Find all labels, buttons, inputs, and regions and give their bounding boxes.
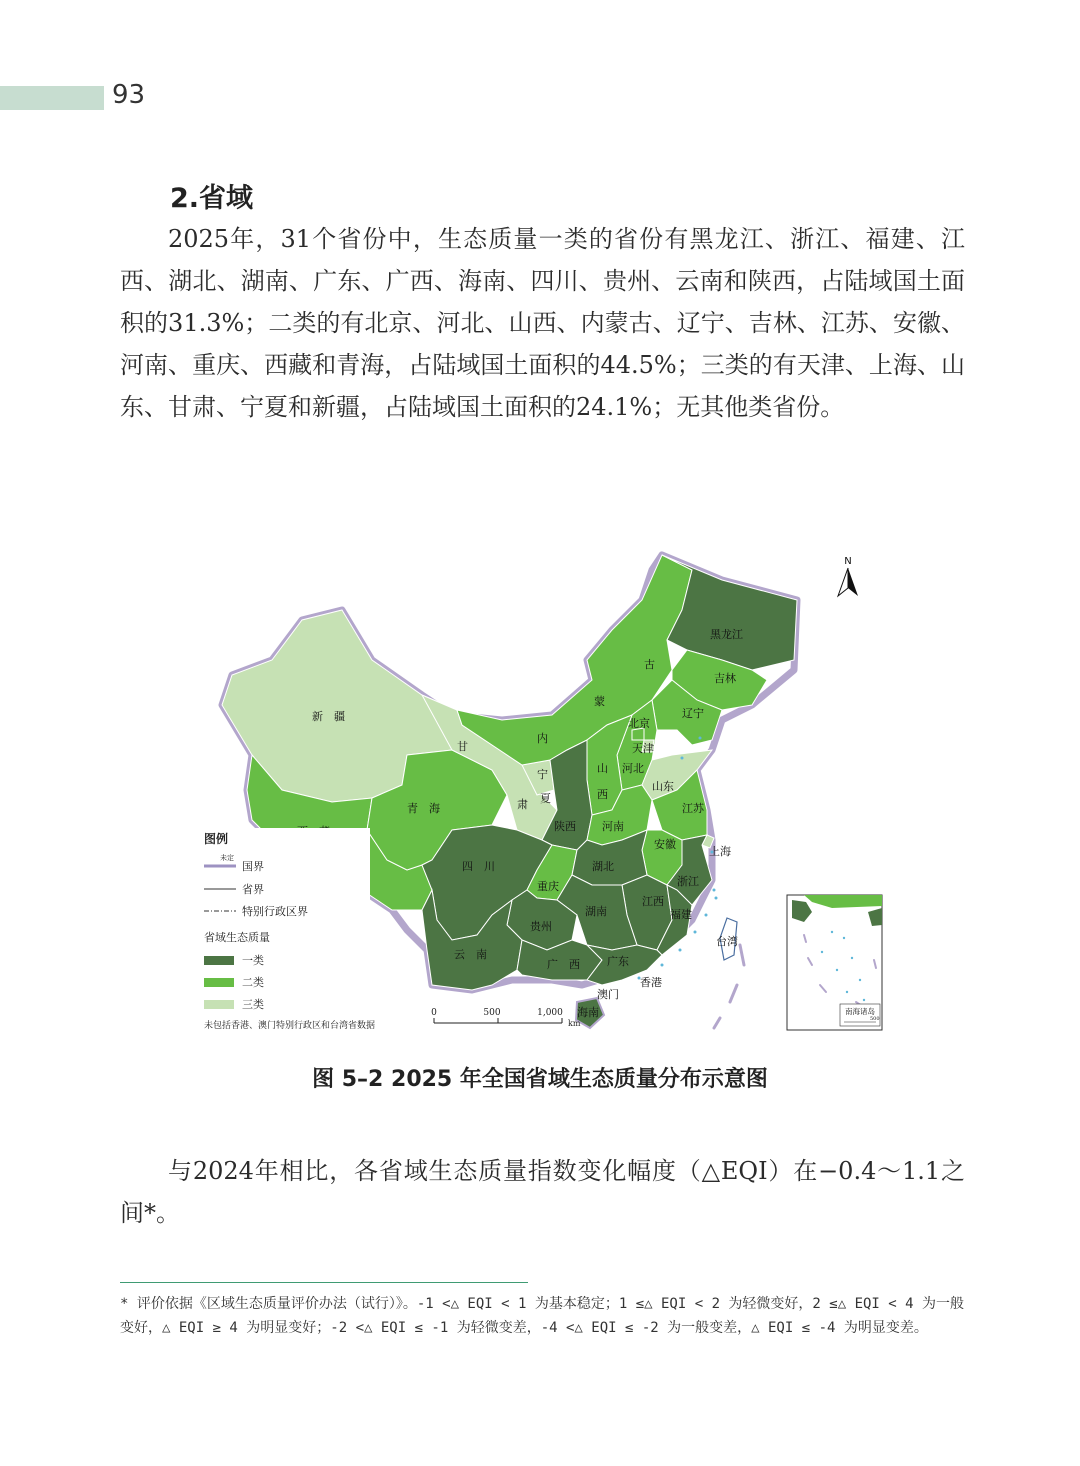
legend-provincial-border: 省界 xyxy=(242,883,264,896)
label-shandong: 山东 xyxy=(652,780,674,793)
section-title: 2.省域 xyxy=(170,183,254,214)
label-liaoning: 辽宁 xyxy=(682,707,704,720)
legend-class1: 一类 xyxy=(242,954,264,967)
label-gansu: 甘 xyxy=(457,740,468,753)
north-arrow-icon xyxy=(838,556,858,596)
scale-unit: km xyxy=(568,1019,581,1028)
legend-class3: 三类 xyxy=(242,998,264,1011)
label-hunan: 湖南 xyxy=(585,905,607,918)
scale-tick-500: 500 xyxy=(483,1008,501,1018)
label-jilin: 吉林 xyxy=(714,672,736,685)
label-zhejiang: 浙江 xyxy=(677,875,699,888)
label-tianjin: 天津 xyxy=(632,742,654,755)
label-heilongjiang: 黑龙江 xyxy=(710,628,743,641)
label-ningxia: 宁 xyxy=(537,768,548,781)
inset-label: 南海诸岛 xyxy=(845,1007,875,1016)
legend-class2-swatch xyxy=(204,978,234,987)
label-sichuan: 四 川 xyxy=(462,860,495,873)
scale-tick-1000: 1,000 xyxy=(537,1008,563,1018)
legend-sar-border: 特别行政区界 xyxy=(242,905,308,918)
legend-class2: 二类 xyxy=(242,976,264,989)
svg-text:N: N xyxy=(844,556,852,567)
footnote-rule xyxy=(120,1282,528,1283)
legend-national-border: 国界 xyxy=(242,860,264,873)
label-guizhou: 贵州 xyxy=(530,920,552,933)
label-shanxi2: 西 xyxy=(597,788,608,801)
label-gansu2: 肃 xyxy=(517,798,528,811)
legend-class1-swatch xyxy=(204,956,234,965)
legend-undetermined-text: 未定 xyxy=(220,854,234,862)
label-guangxi: 广 西 xyxy=(547,958,580,971)
paragraph-change: 与2024年相比，各省域生态质量指数变化幅度（△EQI）在−0.4～1.1之间*。 xyxy=(120,1157,965,1227)
inset-scale: 500 xyxy=(870,1016,880,1022)
south-china-sea-inset xyxy=(787,895,882,1030)
label-neimenggu3: 古 xyxy=(644,658,655,671)
label-hebei: 河北 xyxy=(622,762,644,775)
label-shaanxi: 陕西 xyxy=(554,820,576,833)
footnote: * 评价依据《区域生态质量评价办法（试行）》。-1 <△ EQI < 1 为基本稳定；1 ≤△ EQI < 2 为轻微变好，2 ≤△ EQI < 4 为一般变好，△ EQI ≥ 4 为明显变好；-2 <△ EQI ≤ -1 为轻微变差，-4 <△ EQI ≤ -2 为一般变差，△ EQI ≤ -4 为明显变差。 xyxy=(120,1296,965,1336)
scale-bar xyxy=(431,1008,581,1028)
label-yunnan: 云 南 xyxy=(454,948,487,961)
label-jiangsu: 江苏 xyxy=(682,802,704,815)
label-xinjiang: 新 疆 xyxy=(312,710,345,723)
label-qinghai: 青 海 xyxy=(407,802,440,815)
paragraph-summary: 2025年，31个省份中，生态质量一类的省份有黑龙江、浙江、福建、江西、湖北、湖南、广东、广西、海南、四川、贵州、云南和陕西，占陆域国土面积的31.3%；二类的有北京、河北、山西、内蒙古、辽宁、吉林、江苏、安徽、河南、重庆、西藏和青海，占陆域国土面积的44.5%；三类的有天津、上海、山东、甘肃、宁夏和新疆，占陆域国土面积的24.1%；无其他类省份。 xyxy=(120,225,965,421)
page-number: 93 xyxy=(112,80,146,110)
label-taiwan: 台湾 xyxy=(716,935,738,948)
label-neimenggu2: 蒙 xyxy=(594,695,605,708)
label-hubei: 湖北 xyxy=(592,860,614,873)
legend-class3-swatch xyxy=(204,1000,234,1009)
label-anhui: 安徽 xyxy=(654,838,676,851)
province-quality-map xyxy=(192,540,892,1040)
map-svg xyxy=(192,540,892,1040)
label-fujian: 福建 xyxy=(670,908,692,921)
label-beijing: 北京 xyxy=(628,717,650,730)
label-macau: 澳门 xyxy=(597,988,619,1001)
label-jiangxi: 江西 xyxy=(642,895,664,908)
legend-note: 未包括香港、澳门特别行政区和台湾省数据 xyxy=(204,1021,376,1031)
label-shanxi1: 山 xyxy=(597,762,608,775)
figure-caption: 图 5–2 2025 年全国省域生态质量分布示意图 xyxy=(312,1067,768,1092)
bohai-sea xyxy=(654,735,674,758)
legend-title: 图例 xyxy=(204,832,229,846)
scale-tick-0: 0 xyxy=(431,1008,437,1018)
label-neimenggu1: 内 xyxy=(537,732,548,745)
legend-quality-title: 省域生态质量 xyxy=(204,931,270,944)
label-henan: 河南 xyxy=(602,820,624,833)
page-header-band xyxy=(0,86,104,110)
label-chongqing: 重庆 xyxy=(537,880,559,893)
label-hongkong: 香港 xyxy=(640,976,662,989)
label-hainan: 海南 xyxy=(577,1006,599,1019)
label-guangdong: 广东 xyxy=(607,955,629,968)
label-shanghai: 上海 xyxy=(709,845,731,858)
map-legend xyxy=(200,828,375,1031)
label-ningxia2: 夏 xyxy=(540,792,551,805)
